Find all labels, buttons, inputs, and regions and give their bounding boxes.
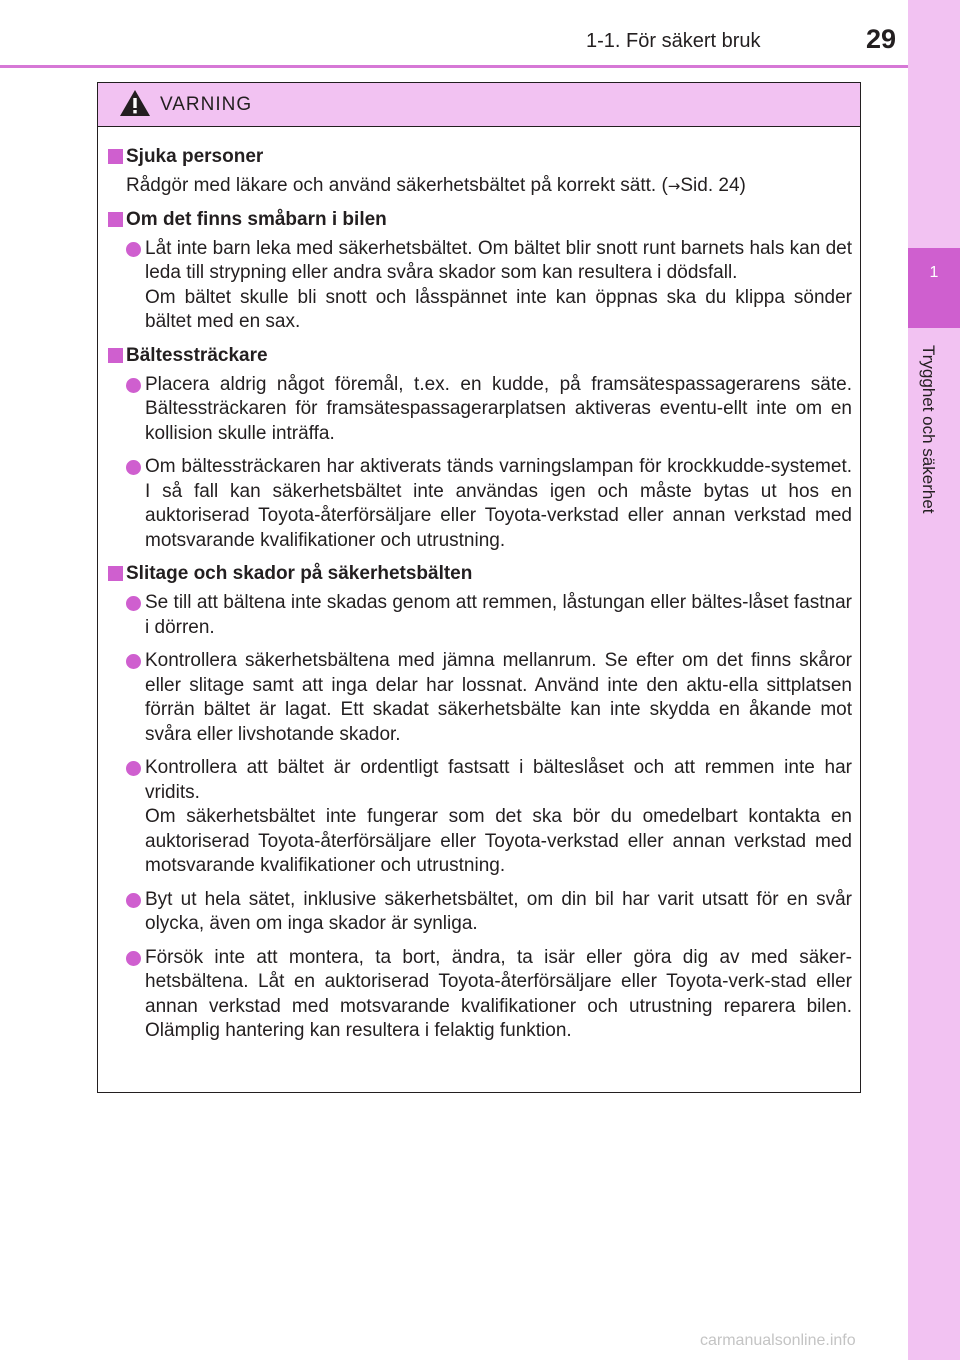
circle-bullet-icon (126, 378, 141, 393)
bullet-item (104, 455, 852, 553)
square-bullet-icon (108, 348, 123, 363)
side-tab-number: 1 (929, 264, 939, 281)
circle-bullet-icon (126, 460, 141, 475)
circle-bullet-icon (126, 654, 141, 669)
footer-watermark: carmanualsonline.info (700, 1332, 856, 1349)
bullet-text: Byt ut hela sätet, inklusive säkerhetsbältet, om din bil har varit utsatt för en svår olycka, även om inga skador är synliga. (145, 888, 852, 934)
bullet-text: Låt inte barn leka med säkerhetsbältet. Om bältet blir snott runt barnets hals kan det leda till strypning eller andra svåra skador som kan resultera i dödsfall. (145, 237, 852, 283)
bullet-item (104, 237, 852, 335)
square-bullet-icon (108, 149, 123, 164)
section-heading-text: Sjuka personer (126, 146, 264, 167)
circle-bullet-icon (126, 596, 141, 611)
warning-header (98, 83, 860, 127)
warning-box (97, 82, 861, 1093)
bullet-text: Kontrollera säkerhetsbältena med jämna mellanrum. Se efter om det finns skåror eller slitage samt att inga delar har lossnat. Använd inte den aktu-ella sittplatsen förrän bältet är lagat. Ett skadat säkerhetsbälte kan inte skydda en åkande mot svåra eller livshotande skador. (145, 650, 852, 745)
bullet-item (104, 591, 852, 640)
section-heading-text: Slitage och skador på säkerhetsbälten (126, 563, 473, 584)
bullet-item (104, 888, 852, 937)
section-heading (104, 145, 852, 169)
circle-bullet-icon (126, 893, 141, 908)
section-title: 1-1. För säkert bruk (586, 30, 761, 52)
section-paragraph (104, 174, 852, 199)
section-heading (104, 562, 852, 586)
circle-bullet-icon (126, 951, 141, 966)
square-bullet-icon (108, 566, 123, 581)
bullet-text: Se till att bältena inte skadas genom att remmen, låstungan eller bältes-låset fastnar i dörren. (145, 592, 852, 638)
warning-title: VARNING (160, 94, 253, 115)
section-heading-text: Bältessträckare (126, 344, 268, 366)
circle-bullet-icon (126, 242, 141, 257)
bullet-item (104, 946, 852, 1044)
bullet-text: Kontrollera att bältet är ordentligt fastsatt i bälteslåset och att remmen inte har vridits. (145, 757, 852, 803)
bullet-text: Om bältessträckaren har aktiverats tänds varningslampan för krockkudde-systemet. I så fall kan säkerhetsbältet inte användas igen och måste bytas ut hos en auktoriserad Toyota-återförsäljare eller Toyota-verkstad eller annan verkstad med motsvarande kvalifikationer och utrustning. (145, 456, 852, 551)
bullet-text: Om säkerhetsbältet inte fungerar som det ska bör du omedelbart kontakta en auktoriserad Toyota-återförsäljare eller Toyota-verkstad eller annan verkstad med motsvarande kvalifikationer och utrustning. (145, 806, 852, 876)
paragraph-text: Rådgör med läkare och använd säkerhetsbältet på korrekt sätt. ( (126, 175, 668, 196)
section-heading-text: Om det finns småbarn i bilen (126, 208, 387, 230)
page-reference: Sid. 24) (680, 175, 746, 196)
side-tab-label: Trygghet och säkerhet (919, 345, 938, 514)
side-tab (908, 0, 960, 1360)
right-arrow-icon: → (667, 177, 681, 195)
bullet-item (104, 756, 852, 879)
header-rule (0, 65, 908, 68)
bullet-text: Placera aldrig något föremål, t.ex. en kudde, på framsätespassagerarens säte. Bältessträckaren för framsätespassagerarplatsen aktiveras eventu-ellt inte om en kollision skulle inträffa. (145, 373, 852, 444)
bullet-item (104, 649, 852, 747)
bullet-text: Om bältet skulle bli snott och låsspännet inte kan öppnas ska du klippa sönder bältet med en sax. (145, 286, 852, 332)
warning-body (98, 127, 860, 1044)
bullet-item (104, 373, 852, 447)
section-heading (104, 344, 852, 368)
circle-bullet-icon (126, 761, 141, 776)
square-bullet-icon (108, 212, 123, 227)
side-tab-marker (908, 248, 960, 328)
page-number: 29 (865, 24, 896, 54)
section-heading (104, 208, 852, 232)
warning-triangle-icon (118, 88, 152, 118)
bullet-text: Försök inte att montera, ta bort, ändra, ta isär eller göra dig av med säker-hetsbältena. Låt en auktoriserad Toyota-återförsäljare eller Toyota-verk-stad eller annan verkstad med motsvarande kvalifikationer och utrustning reparera bilen. Olämplig hantering kan resultera i felaktig funktion. (145, 946, 852, 1041)
